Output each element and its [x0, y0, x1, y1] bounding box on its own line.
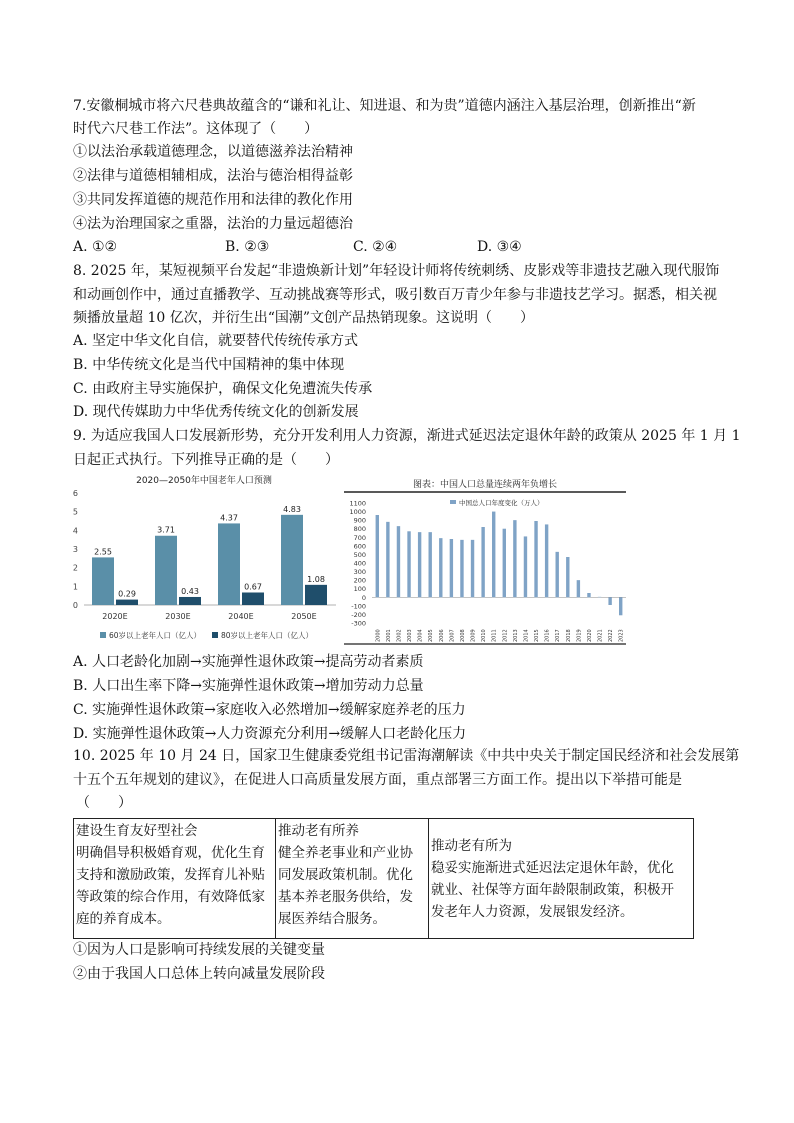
y-tick-label: 5 [72, 507, 78, 517]
q8-option-c: C. 由政府主导实施保护，确保文化免遭流失传承 [73, 381, 373, 397]
y-tick-label: 1000 [349, 508, 366, 517]
legend-label: 80岁以上老年人口（亿人） [221, 631, 314, 640]
bar [418, 532, 421, 597]
bar [116, 600, 138, 605]
population-change-chart [342, 476, 628, 646]
bar [556, 552, 559, 597]
q9-option-b: B. 人口出生率下降→实施弹性退休政策→增加劳动力总量 [73, 678, 424, 694]
x-tick-label: 2017 [555, 629, 562, 642]
y-tick-label: 0 [361, 593, 366, 602]
data-label: 0.43 [181, 586, 199, 596]
x-tick-label: 2013 [512, 629, 519, 642]
x-tick-label: 2023 [618, 629, 625, 642]
bar [513, 520, 516, 597]
y-tick-label: -300 [351, 619, 366, 628]
table-cell-elderly-contribution [429, 819, 694, 939]
data-label: 0.67 [244, 582, 262, 592]
y-tick-label: 900 [353, 516, 366, 525]
y-tick-label: 1 [72, 582, 78, 592]
y-tick-label: 0 [72, 601, 78, 610]
y-tick-label: 600 [353, 542, 366, 551]
y-tick-label: 500 [353, 550, 366, 559]
x-tick-label: 2000 [375, 629, 382, 642]
bar [305, 585, 327, 605]
legend-swatch [100, 632, 106, 638]
cell-line: 同发展政策机制。优化 [278, 867, 413, 883]
table-cell-fertility [74, 819, 276, 939]
x-tick-label: 2022 [608, 629, 615, 642]
bar [577, 580, 580, 597]
bar [587, 593, 590, 597]
cell-line: 就业、社保等方面年龄限制政策，积极开 [431, 881, 674, 898]
bar [386, 522, 389, 597]
legend-label: 60岁以上老年人口（亿人） [109, 631, 202, 640]
y-tick-label: 1100 [349, 499, 366, 508]
cell-line: 建设生育友好型社会 [76, 823, 198, 839]
x-tick-label: 2020E [102, 612, 128, 621]
elderly-population-chart [70, 473, 338, 645]
bar [503, 529, 506, 598]
bar [281, 515, 303, 605]
x-tick-label: 2011 [491, 629, 498, 642]
bar [619, 597, 622, 615]
x-tick-label: 2014 [523, 629, 530, 642]
q10-statement-1: ①因为人口是影响可持续发展的关键变量 [73, 942, 325, 958]
legend-swatch [450, 500, 456, 504]
q7-statement-3: ③共同发挥道德的规范作用和法律的教化作用 [73, 192, 353, 208]
q9-stem-line-1: 9. 为适应我国人口发展新形势，充分开发利用人力资源，渐进式延迟法定退休年龄的政策从 2025 年 1 月 1 [73, 428, 741, 444]
bar [397, 526, 400, 597]
y-tick-label: 200 [353, 576, 366, 585]
q8-stem-line-3: 频播放量超 10 亿次，并衍生出“国潮”文创产品热销现象。这说明（ ） [73, 310, 535, 326]
bar [376, 515, 379, 597]
bar [608, 597, 611, 605]
q9-option-c: C. 实施弹性退休政策→家庭收入必然增加→缓解家庭养老的压力 [73, 702, 466, 718]
q7-statement-2: ②法律与道德相辅相成，法治与德治相得益彰 [73, 168, 353, 184]
q8-stem-line-1: 8. 2025 年，某短视频平台发起“非遗焕新计划”年轻设计师将传统刺绣、皮影戏等非遗技艺融入现代服饰 [73, 263, 720, 279]
x-tick-label: 2021 [597, 629, 604, 642]
cell-line: 明确倡导积极婚育观，优化生育 [76, 845, 265, 861]
bar [429, 532, 432, 597]
q8-option-b: B. 中华传统文化是当代中国精神的集中体现 [73, 357, 345, 373]
x-tick-label: 2030E [165, 612, 191, 621]
bar [492, 512, 495, 598]
q10-statement-2: ②由于我国人口总体上转向减量发展阶段 [73, 966, 325, 982]
x-tick-label: 2007 [449, 629, 456, 642]
x-tick-label: 2050E [291, 612, 317, 621]
x-tick-label: 2006 [438, 629, 445, 642]
cell-line: 等政策的综合作用，有效降低家 [76, 889, 265, 905]
q7-stem-line-1: 7.安徽桐城市将六尺巷典故蕴含的“谦和礼让、知进退、和为贵”道德内涵注入基层治理，创新推出“新 [73, 98, 696, 114]
cell-line: 发老年人力资源，发展银发经济。 [431, 903, 634, 920]
x-tick-label: 2019 [576, 629, 583, 642]
chart-title: 图表：中国人口总量连续两年负增长 [412, 480, 558, 490]
x-tick-label: 2012 [502, 629, 509, 642]
q9-stem-line-2: 日起正式执行。下列推导正确的是（ ） [73, 452, 339, 468]
q7-options [73, 237, 673, 257]
legend-label: 中国总人口年度变化（万人） [459, 499, 544, 507]
data-label: 0.29 [118, 589, 136, 599]
cell-line: 健全养老事业和产业协 [278, 845, 413, 861]
bar [545, 524, 548, 597]
y-tick-label: -100 [351, 602, 366, 611]
y-tick-label: 400 [353, 559, 366, 568]
y-tick-label: 3 [72, 545, 78, 554]
q8-option-d: D. 现代传媒助力中华优秀传统文化的创新发展 [73, 404, 359, 420]
y-tick-label: 800 [353, 525, 366, 534]
y-tick-label: 700 [353, 533, 366, 542]
x-tick-label: 2001 [385, 629, 392, 642]
y-tick-label: 4 [72, 526, 78, 536]
bar [471, 540, 474, 597]
q9-option-a: A. 人口老龄化加剧→实施弹性退休政策→提高劳动者素质 [73, 654, 424, 670]
data-label: 2.55 [94, 547, 112, 557]
q7-option-b: B. ②③ [225, 239, 270, 255]
bar [481, 527, 484, 597]
legend-swatch [212, 632, 218, 638]
table-cell-elderly-care [276, 819, 429, 939]
data-label: 4.37 [220, 513, 238, 523]
x-tick-label: 2015 [534, 629, 541, 642]
x-tick-label: 2020 [586, 629, 593, 642]
cell-line: 推动老有所养 [278, 823, 359, 839]
cell-line: 基本养老服务供给，发 [278, 889, 413, 905]
bar [92, 557, 114, 605]
q7-option-c: C. ②④ [353, 239, 398, 255]
data-label: 4.83 [283, 504, 301, 514]
y-tick-label: 2 [72, 563, 78, 573]
bar [566, 557, 569, 597]
y-tick-label: 300 [353, 568, 366, 577]
x-tick-label: 2005 [428, 629, 435, 642]
bar [155, 536, 177, 605]
data-label: 1.08 [307, 574, 325, 584]
x-tick-label: 2018 [565, 629, 572, 642]
q7-option-d: D. ③④ [477, 239, 522, 255]
bar [524, 536, 527, 597]
chart-title: 2020—2050年中国老年人口预测 [136, 476, 272, 486]
q8-stem-line-2: 和动画创作中，通过直播教学、互动挑战赛等形式，吸引数百万青少年参与非遗技艺学习。据悉，相关视 [73, 287, 717, 303]
y-tick-label: 100 [353, 585, 366, 594]
bar [534, 521, 537, 597]
q7-option-a: A. ①② [73, 239, 118, 255]
q10-stem-line-2: 十五个五年规划的建议》，在促进人口高质量发展方面，重点部署三方面工作。提出以下举措可能是 [73, 772, 682, 788]
bar [179, 597, 201, 605]
data-label: 3.71 [157, 525, 175, 535]
y-tick-label: -200 [351, 610, 366, 619]
bar [242, 592, 264, 605]
x-tick-label: 2003 [407, 629, 414, 642]
bar [407, 531, 410, 597]
x-tick-label: 2040E [228, 612, 254, 621]
x-tick-label: 2010 [481, 629, 488, 642]
cell-line: 稳妥实施渐进式延迟法定退休年龄，优化 [431, 859, 674, 876]
q10-stem-line-3: （ ） [76, 795, 132, 811]
q7-stem-line-2: 时代六尺巷工作法”。这体现了（ ） [73, 121, 319, 137]
bar [460, 540, 463, 597]
q8-option-a: A. 坚定中华文化自信，就要替代传统传承方式 [73, 333, 359, 349]
cell-line: 展医养结合服务。 [278, 911, 386, 927]
bar [450, 539, 453, 597]
y-tick-label: 6 [72, 489, 78, 498]
bar [439, 538, 442, 597]
q7-statement-1: ①以法治承载道德理念，以道德滋养法治精神 [73, 144, 353, 160]
x-tick-label: 2008 [459, 629, 466, 642]
cell-line: 支持和激励政策，发挥育儿补贴 [76, 867, 265, 883]
cell-line: 庭的养育成本。 [76, 911, 171, 927]
cell-line: 推动老有所为 [431, 837, 512, 854]
q10-measures-table [73, 818, 694, 939]
q7-statement-4: ④法为治理国家之重器，法治的力量远超德治 [73, 216, 353, 232]
x-tick-label: 2009 [470, 629, 477, 642]
bar [218, 523, 240, 605]
q9-option-d: D. 实施弹性退休政策→人力资源充分利用→缓解人口老龄化压力 [73, 726, 467, 742]
x-tick-label: 2004 [417, 629, 424, 642]
q10-stem-line-1: 10. 2025 年 10 月 24 日，国家卫生健康委党组书记雷海潮解读《中共中央关于制定国民经济和社会发展第 [73, 748, 740, 764]
x-tick-label: 2002 [396, 629, 403, 642]
x-tick-label: 2016 [544, 629, 551, 642]
